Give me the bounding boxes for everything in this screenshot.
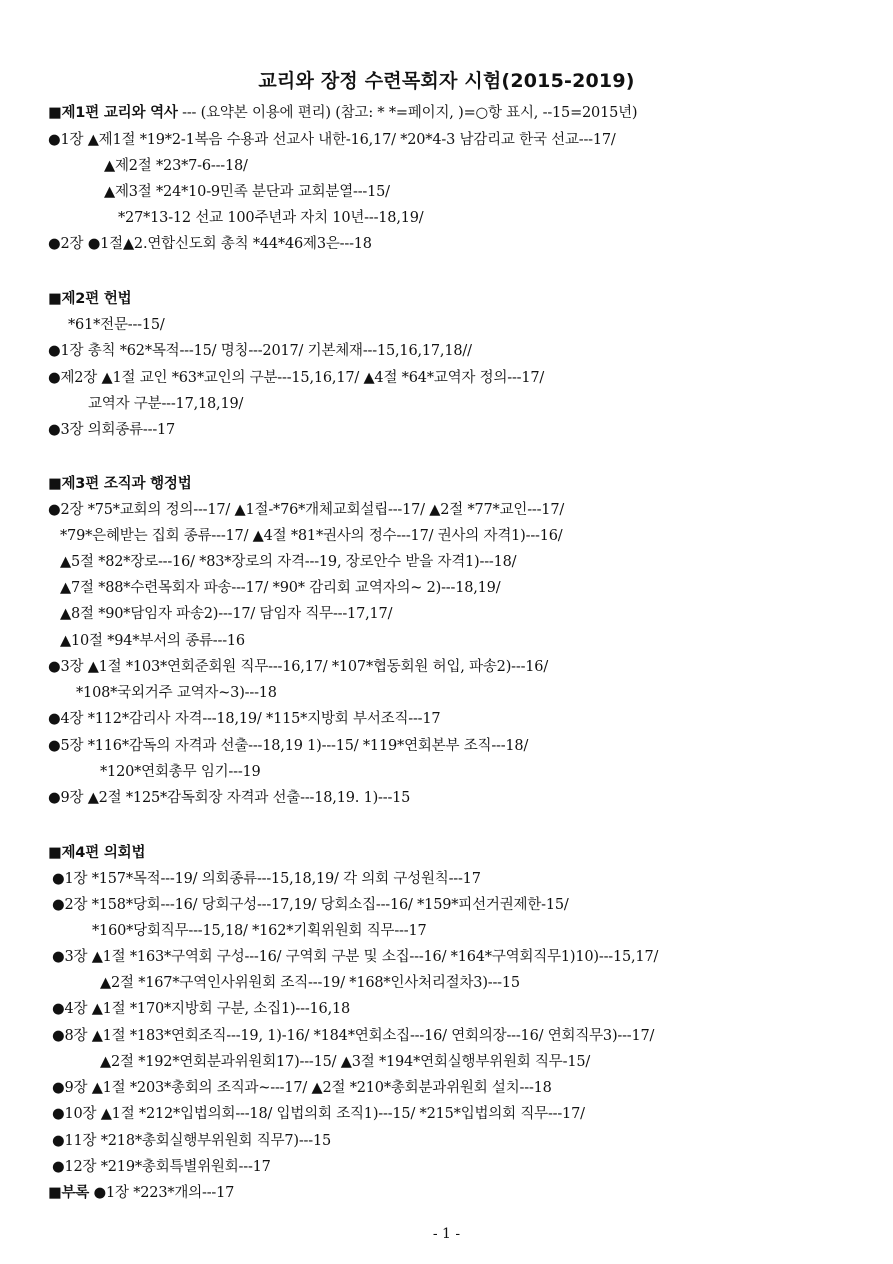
list-item: *79*은혜받는 집회 종류---17/ ▲4절 *81*권사의 정수---17/ 권사의 자격1)---16/ — [60, 528, 563, 544]
list-item: ▲제3절 *24*10-9민족 분단과 교회분열---15/ — [104, 184, 390, 200]
section-header-part3: ■제3편 조직과 행정법 — [48, 476, 192, 492]
list-item: ●4장 *112*감리사 자격---18,19/ *115*지방회 부서조직---17 — [48, 711, 441, 727]
list-item: *160*당회직무---15,18/ *162*기획위원회 직무---17 — [92, 923, 427, 939]
list-item: ●1장 ▲제1절 *19*2-1복음 수용과 선교사 내한-16,17/ *20*4-3 남감리교 한국 선교---17/ — [48, 132, 616, 148]
list-item: ●5장 *116*감독의 자격과 선출---18,19 1)---15/ *119*연회본부 조직---18/ — [48, 738, 529, 754]
list-item: ●10장 ▲1절 *212*입법의회---18/ 입법의회 조직1)---15/ *215*입법의회 직무---17/ — [52, 1106, 585, 1122]
list-item: ▲2절 *167*구역인사위원회 조직---19/ *168*인사처리절차3)---15 — [100, 975, 520, 991]
list-item: ●3장 의회종류---17 — [48, 422, 176, 438]
list-item: ▲제2절 *23*7-6---18/ — [104, 158, 248, 174]
section-header-part2: ■제2편 헌법 — [48, 291, 132, 307]
list-item: ▲8절 *90*담임자 파송2)---17/ 담임자 직무---17,17/ — [60, 606, 393, 622]
list-item: ●3장 ▲1절 *103*연회준회원 직무---16,17/ *107*협동회원 허입, 파송2)---16/ — [48, 659, 548, 675]
list-item: ●2장 *75*교회의 정의---17/ ▲1절-*76*개체교회설립---17/ ▲2절 *77*교인---17/ — [48, 502, 565, 518]
list-item: ●3장 ▲1절 *163*구역회 구성---16/ 구역회 구분 및 소집---16/ *164*구역회직무1)10)---15,17/ — [52, 949, 659, 965]
list-item: 교역자 구분---17,18,19/ — [88, 396, 244, 412]
list-item: ●9장 ▲1절 *203*총회의 조직과~---17/ ▲2절 *210*총회분과위원회 설치---18 — [52, 1080, 552, 1096]
list-item: ▲2절 *192*연회분과위원회17)---15/ ▲3절 *194*연회실행부위원회 직무-15/ — [100, 1054, 591, 1070]
list-item: ●11장 *218*총회실행부위원회 직무7)---15 — [52, 1133, 332, 1149]
list-item: ●1장 *157*목적---19/ 의회종류---15,18,19/ 각 의회 구성원칙---17 — [52, 871, 481, 887]
list-item: ▲10절 *94*부서의 종류---16 — [60, 633, 245, 649]
list-item: ▲5절 *82*장로---16/ *83*장로의 자격---19, 장로안수 받을 자격1)---18/ — [60, 554, 517, 570]
list-item: *27*13-12 선교 100주년과 자치 10년---18,19/ — [118, 210, 424, 226]
list-item: ●2장 *158*당회---16/ 당회구성---17,19/ 당회소집---16/ *159*피선거권제한-15/ — [52, 897, 569, 913]
list-item: *120*연회총무 임기---19 — [100, 764, 261, 780]
list-item: ●12장 *219*총회특별위원회---17 — [52, 1159, 271, 1175]
page-number: - 1 - — [432, 1226, 461, 1242]
list-item: *108*국외거주 교역자~3)---18 — [76, 685, 277, 701]
list-item: ▲7절 *88*수련목회자 파송---17/ *90* 감리회 교역자의~ 2)---18,19/ — [60, 580, 501, 596]
page-title: 교리와 장정 수련목회자 시험(2015-2019) — [258, 70, 635, 92]
list-item: *61*전문---15/ — [68, 317, 165, 333]
list-item: ●제2장 ▲1절 교인 *63*교인의 구분---15,16,17/ ▲4절 *64*교역자 정의---17/ — [48, 370, 545, 386]
appendix-line: ■부록 ●1장 *223*개의---17 — [48, 1185, 235, 1201]
list-item: ●4장 ▲1절 *170*지방회 구분, 소집1)---16,18 — [52, 1001, 351, 1017]
section-header-part4: ■제4편 의회법 — [48, 845, 146, 861]
section-header-part1: ■제1편 교리와 역사 --- (요약본 이용에 편리) (참고: * *=페이지, )=○항 표시, --15=2015년) — [48, 105, 638, 121]
list-item: ●2장 ●1절▲2.연합신도회 총칙 *44*46제3은---18 — [48, 236, 372, 252]
list-item: ●1장 총칙 *62*목적---15/ 명칭---2017/ 기본체재---15,16,17,18// — [48, 343, 472, 359]
list-item: ●8장 ▲1절 *183*연회조직---19, 1)-16/ *184*연회소집---16/ 연회의장---16/ 연회직무3)---17/ — [52, 1028, 655, 1044]
list-item: ●9장 ▲2절 *125*감독회장 자격과 선출---18,19. 1)---15 — [48, 790, 411, 806]
